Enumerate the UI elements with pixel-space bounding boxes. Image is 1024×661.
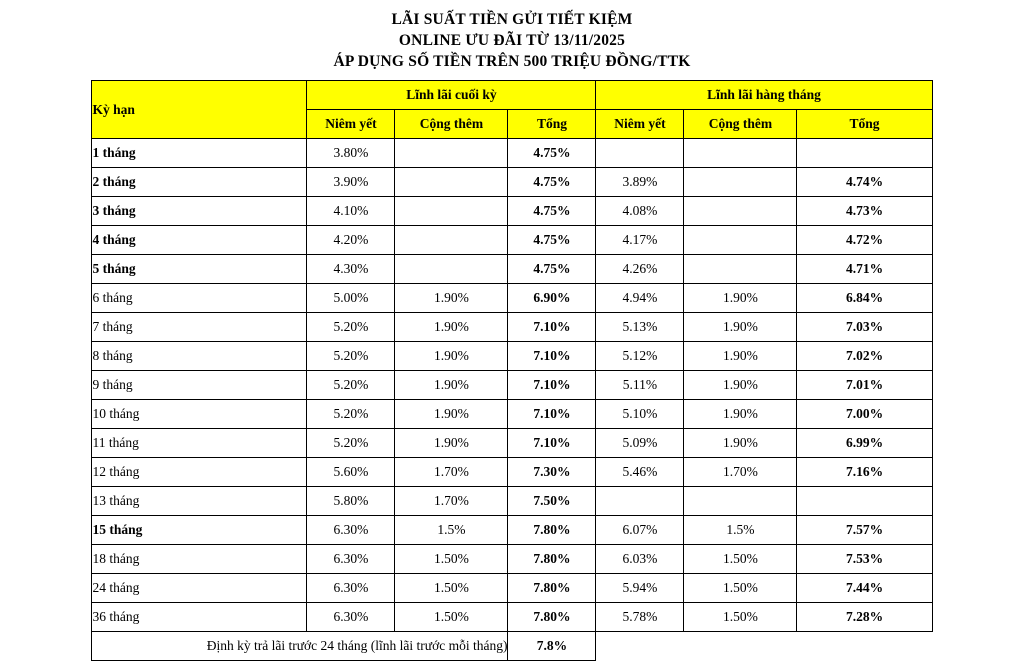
cell-e_listed: 5.20% [307, 313, 395, 342]
cell-e_bonus [395, 139, 508, 168]
cell-m_total: 6.99% [797, 429, 932, 458]
cell-e_listed: 5.00% [307, 284, 395, 313]
interest-rate-table [91, 80, 932, 661]
cell-e_bonus: 1.90% [395, 371, 508, 400]
cell-e_total: 7.80% [508, 516, 596, 545]
cell-e_bonus: 1.70% [395, 458, 508, 487]
table-row [92, 226, 932, 255]
cell-e_bonus: 1.50% [395, 603, 508, 632]
footnote-text: Định kỳ trả lãi trước 24 tháng (lĩnh lãi trước mỗi tháng) [92, 632, 508, 661]
cell-m_bonus: 1.90% [684, 371, 797, 400]
cell-e_listed: 5.60% [307, 458, 395, 487]
header-monthly-bonus: Cộng thêm [684, 110, 797, 139]
cell-term: 11 tháng [92, 429, 307, 458]
cell-m_total: 4.72% [797, 226, 932, 255]
table-row [92, 255, 932, 284]
cell-m_listed: 5.11% [596, 371, 684, 400]
cell-m_listed [596, 139, 684, 168]
cell-m_total: 7.57% [797, 516, 932, 545]
header-end-listed: Niêm yết [307, 110, 395, 139]
cell-m_listed: 4.08% [596, 197, 684, 226]
cell-m_bonus [684, 168, 797, 197]
cell-e_listed: 6.30% [307, 545, 395, 574]
cell-e_total: 7.10% [508, 429, 596, 458]
cell-e_listed: 3.90% [307, 168, 395, 197]
header-monthly-total: Tổng [797, 110, 932, 139]
cell-e_total: 7.80% [508, 545, 596, 574]
table-row [92, 458, 932, 487]
cell-e_bonus: 1.90% [395, 429, 508, 458]
header-term: Kỳ hạn [92, 81, 307, 139]
cell-m_total: 6.84% [797, 284, 932, 313]
cell-m_bonus: 1.50% [684, 545, 797, 574]
table-row [92, 574, 932, 603]
cell-m_listed: 4.94% [596, 284, 684, 313]
cell-m_listed: 5.10% [596, 400, 684, 429]
cell-e_total: 4.75% [508, 226, 596, 255]
table-row [92, 284, 932, 313]
cell-e_listed: 3.80% [307, 139, 395, 168]
cell-m_bonus [684, 139, 797, 168]
cell-m_bonus: 1.90% [684, 400, 797, 429]
cell-m_bonus: 1.70% [684, 458, 797, 487]
cell-m_listed [596, 487, 684, 516]
cell-e_listed: 4.10% [307, 197, 395, 226]
cell-m_total: 7.16% [797, 458, 932, 487]
table-row [92, 342, 932, 371]
cell-m_total: 4.74% [797, 168, 932, 197]
cell-e_listed: 4.20% [307, 226, 395, 255]
cell-m_listed: 6.03% [596, 545, 684, 574]
cell-m_listed: 5.46% [596, 458, 684, 487]
cell-e_total: 7.10% [508, 400, 596, 429]
header-group-row [92, 81, 932, 110]
cell-e_listed: 5.80% [307, 487, 395, 516]
cell-m_listed: 5.09% [596, 429, 684, 458]
cell-m_total: 7.00% [797, 400, 932, 429]
cell-term: 9 tháng [92, 371, 307, 400]
cell-term: 15 tháng [92, 516, 307, 545]
cell-term: 1 tháng [92, 139, 307, 168]
footnote-value: 7.8% [508, 632, 596, 661]
header-group-monthly: Lĩnh lãi hàng tháng [596, 81, 932, 110]
cell-m_total: 4.73% [797, 197, 932, 226]
cell-m_total [797, 487, 932, 516]
cell-e_listed: 6.30% [307, 516, 395, 545]
cell-e_bonus: 1.90% [395, 313, 508, 342]
cell-e_listed: 5.20% [307, 342, 395, 371]
footnote-row [92, 632, 932, 661]
cell-m_bonus: 1.90% [684, 342, 797, 371]
cell-m_bonus: 1.90% [684, 284, 797, 313]
header-group-end-of-term: Lĩnh lãi cuối kỳ [307, 81, 596, 110]
table-row [92, 400, 932, 429]
cell-e_total: 7.10% [508, 313, 596, 342]
header-end-total: Tổng [508, 110, 596, 139]
title-line-1: LÃI SUẤT TIỀN GỬI TIẾT KIỆM [391, 11, 633, 28]
cell-e_total: 7.30% [508, 458, 596, 487]
cell-e_total: 6.90% [508, 284, 596, 313]
cell-e_bonus: 1.50% [395, 545, 508, 574]
cell-term: 8 tháng [92, 342, 307, 371]
cell-m_listed: 6.07% [596, 516, 684, 545]
table-row [92, 429, 932, 458]
cell-e_bonus [395, 255, 508, 284]
cell-e_bonus: 1.90% [395, 342, 508, 371]
cell-m_total: 7.01% [797, 371, 932, 400]
cell-e_listed: 6.30% [307, 574, 395, 603]
header-monthly-listed: Niêm yết [596, 110, 684, 139]
title-line-2: ONLINE ƯU ĐÃI TỪ 13/11/2025 [398, 32, 626, 49]
cell-e_bonus: 1.90% [395, 284, 508, 313]
cell-m_bonus: 1.50% [684, 603, 797, 632]
cell-term: 18 tháng [92, 545, 307, 574]
cell-e_total: 7.50% [508, 487, 596, 516]
cell-term: 24 tháng [92, 574, 307, 603]
cell-m_listed: 3.89% [596, 168, 684, 197]
cell-e_listed: 5.20% [307, 371, 395, 400]
cell-e_total: 4.75% [508, 168, 596, 197]
table-footnote [92, 632, 932, 661]
cell-e_total: 4.75% [508, 139, 596, 168]
cell-term: 13 tháng [92, 487, 307, 516]
cell-e_listed: 5.20% [307, 400, 395, 429]
cell-e_total: 7.80% [508, 603, 596, 632]
table-header [92, 81, 932, 139]
cell-e_listed: 5.20% [307, 429, 395, 458]
cell-m_total: 7.44% [797, 574, 932, 603]
table-row [92, 545, 932, 574]
cell-m_total: 4.71% [797, 255, 932, 284]
cell-m_listed: 5.13% [596, 313, 684, 342]
header-end-bonus: Cộng thêm [395, 110, 508, 139]
table-body [92, 139, 932, 632]
cell-e_bonus: 1.5% [395, 516, 508, 545]
cell-term: 2 tháng [92, 168, 307, 197]
cell-e_bonus [395, 226, 508, 255]
cell-m_listed: 5.94% [596, 574, 684, 603]
cell-e_total: 7.80% [508, 574, 596, 603]
cell-m_listed: 4.26% [596, 255, 684, 284]
table-row [92, 603, 932, 632]
cell-m_bonus: 1.90% [684, 313, 797, 342]
cell-m_listed: 4.17% [596, 226, 684, 255]
cell-e_listed: 4.30% [307, 255, 395, 284]
cell-term: 12 tháng [92, 458, 307, 487]
cell-m_bonus [684, 226, 797, 255]
cell-e_bonus [395, 168, 508, 197]
cell-term: 6 tháng [92, 284, 307, 313]
cell-m_total: 7.53% [797, 545, 932, 574]
cell-e_bonus: 1.90% [395, 400, 508, 429]
cell-m_total: 7.28% [797, 603, 932, 632]
cell-e_listed: 6.30% [307, 603, 395, 632]
cell-m_bonus [684, 255, 797, 284]
cell-e_total: 7.10% [508, 342, 596, 371]
cell-m_total: 7.02% [797, 342, 932, 371]
table-row [92, 139, 932, 168]
cell-e_total: 4.75% [508, 255, 596, 284]
cell-term: 10 tháng [92, 400, 307, 429]
title-block [0, 0, 1024, 72]
table-row [92, 487, 932, 516]
cell-e_total: 4.75% [508, 197, 596, 226]
cell-m_listed: 5.78% [596, 603, 684, 632]
cell-m_total [797, 139, 932, 168]
cell-e_total: 7.10% [508, 371, 596, 400]
cell-term: 36 tháng [92, 603, 307, 632]
cell-term: 3 tháng [92, 197, 307, 226]
cell-m_listed: 5.12% [596, 342, 684, 371]
cell-term: 7 tháng [92, 313, 307, 342]
cell-e_bonus: 1.50% [395, 574, 508, 603]
table-row [92, 168, 932, 197]
cell-term: 4 tháng [92, 226, 307, 255]
cell-m_bonus [684, 487, 797, 516]
cell-m_bonus [684, 197, 797, 226]
cell-m_total: 7.03% [797, 313, 932, 342]
table-row [92, 313, 932, 342]
table-row [92, 371, 932, 400]
table-row [92, 516, 932, 545]
cell-m_bonus: 1.90% [684, 429, 797, 458]
cell-e_bonus [395, 197, 508, 226]
cell-m_bonus: 1.5% [684, 516, 797, 545]
cell-term: 5 tháng [92, 255, 307, 284]
table-row [92, 197, 932, 226]
title-line-3: ÁP DỤNG SỐ TIỀN TRÊN 500 TRIỆU ĐỒNG/TTK [333, 53, 691, 70]
footnote-spacer [596, 632, 932, 661]
cell-e_bonus: 1.70% [395, 487, 508, 516]
cell-m_bonus: 1.50% [684, 574, 797, 603]
